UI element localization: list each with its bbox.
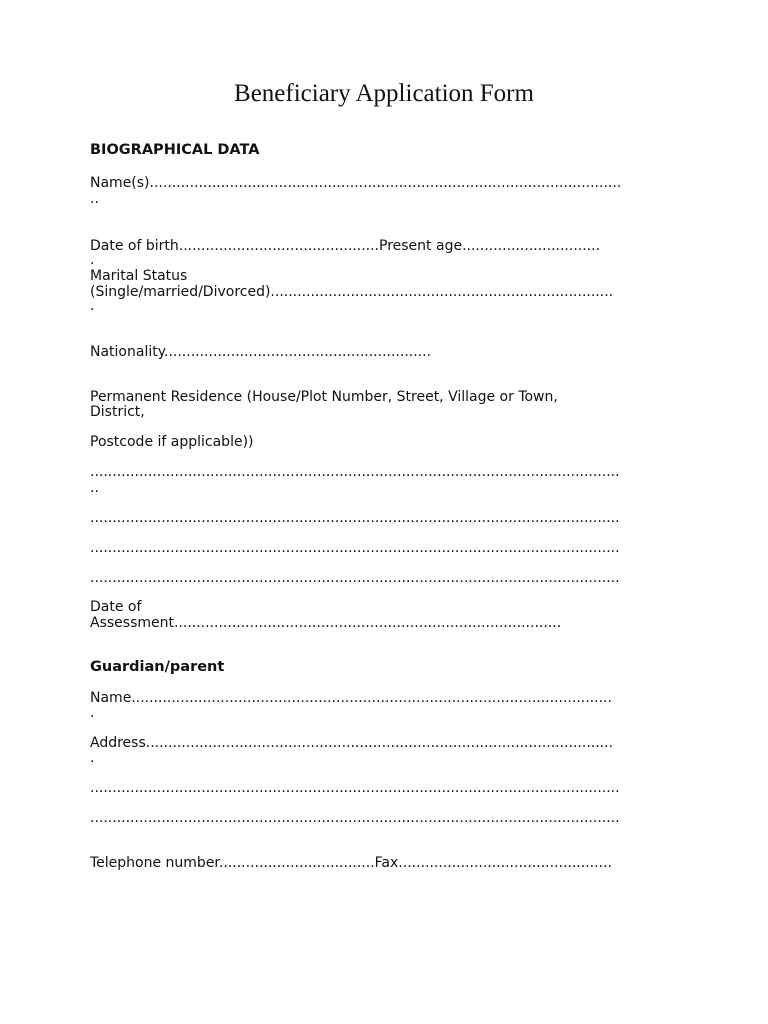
residence-label-line-3: Postcode if applicable)) — [90, 434, 254, 450]
residence-label-line-2: District, — [90, 404, 145, 420]
name-field-continuation: .. — [90, 191, 99, 207]
residence-blank-line-4: ....................................................................................................................... — [90, 570, 620, 586]
guardian-address-field: Address......................................................................................................... — [90, 735, 614, 751]
guardian-address-blank-line-2: ....................................................................................................................... — [90, 810, 620, 826]
assessment-date-field: Assessment....................................................................................... — [90, 615, 562, 631]
section-heading-guardian: Guardian/parent — [90, 659, 225, 675]
guardian-address-continuation: . — [90, 750, 95, 766]
guardian-name-continuation: . — [90, 705, 95, 721]
section-heading-biographical: BIOGRAPHICAL DATA — [90, 142, 260, 158]
dob-age-field: Date of birth.............................................Present age............................... — [90, 238, 601, 254]
residence-blank-line-1-continuation: .. — [90, 480, 99, 496]
guardian-name-field: Name............................................................................................................ — [90, 690, 612, 706]
residence-blank-line-1: ....................................................................................................................... — [90, 464, 620, 480]
residence-label-line-1: Permanent Residence (House/Plot Number, Street, Village or Town, — [90, 389, 558, 405]
residence-blank-line-3: ....................................................................................................................... — [90, 540, 620, 556]
dob-age-continuation: . — [90, 252, 95, 268]
residence-blank-line-2: ....................................................................................................................... — [90, 510, 620, 526]
guardian-address-blank-line-1: ....................................................................................................................... — [90, 780, 620, 796]
marital-status-label: Marital Status — [90, 268, 188, 284]
assessment-label: Date of — [90, 599, 142, 615]
marital-status-continuation: . — [90, 298, 95, 314]
nationality-field: Nationality............................................................ — [90, 344, 432, 360]
marital-status-field: (Single/married/Divorced)............................................................................. — [90, 284, 614, 300]
telephone-fax-field: Telephone number...................................Fax................................................ — [90, 855, 612, 871]
form-title: Beneficiary Application Form — [234, 80, 534, 107]
name-field: Name(s).......................................................................................................... — [90, 175, 622, 191]
